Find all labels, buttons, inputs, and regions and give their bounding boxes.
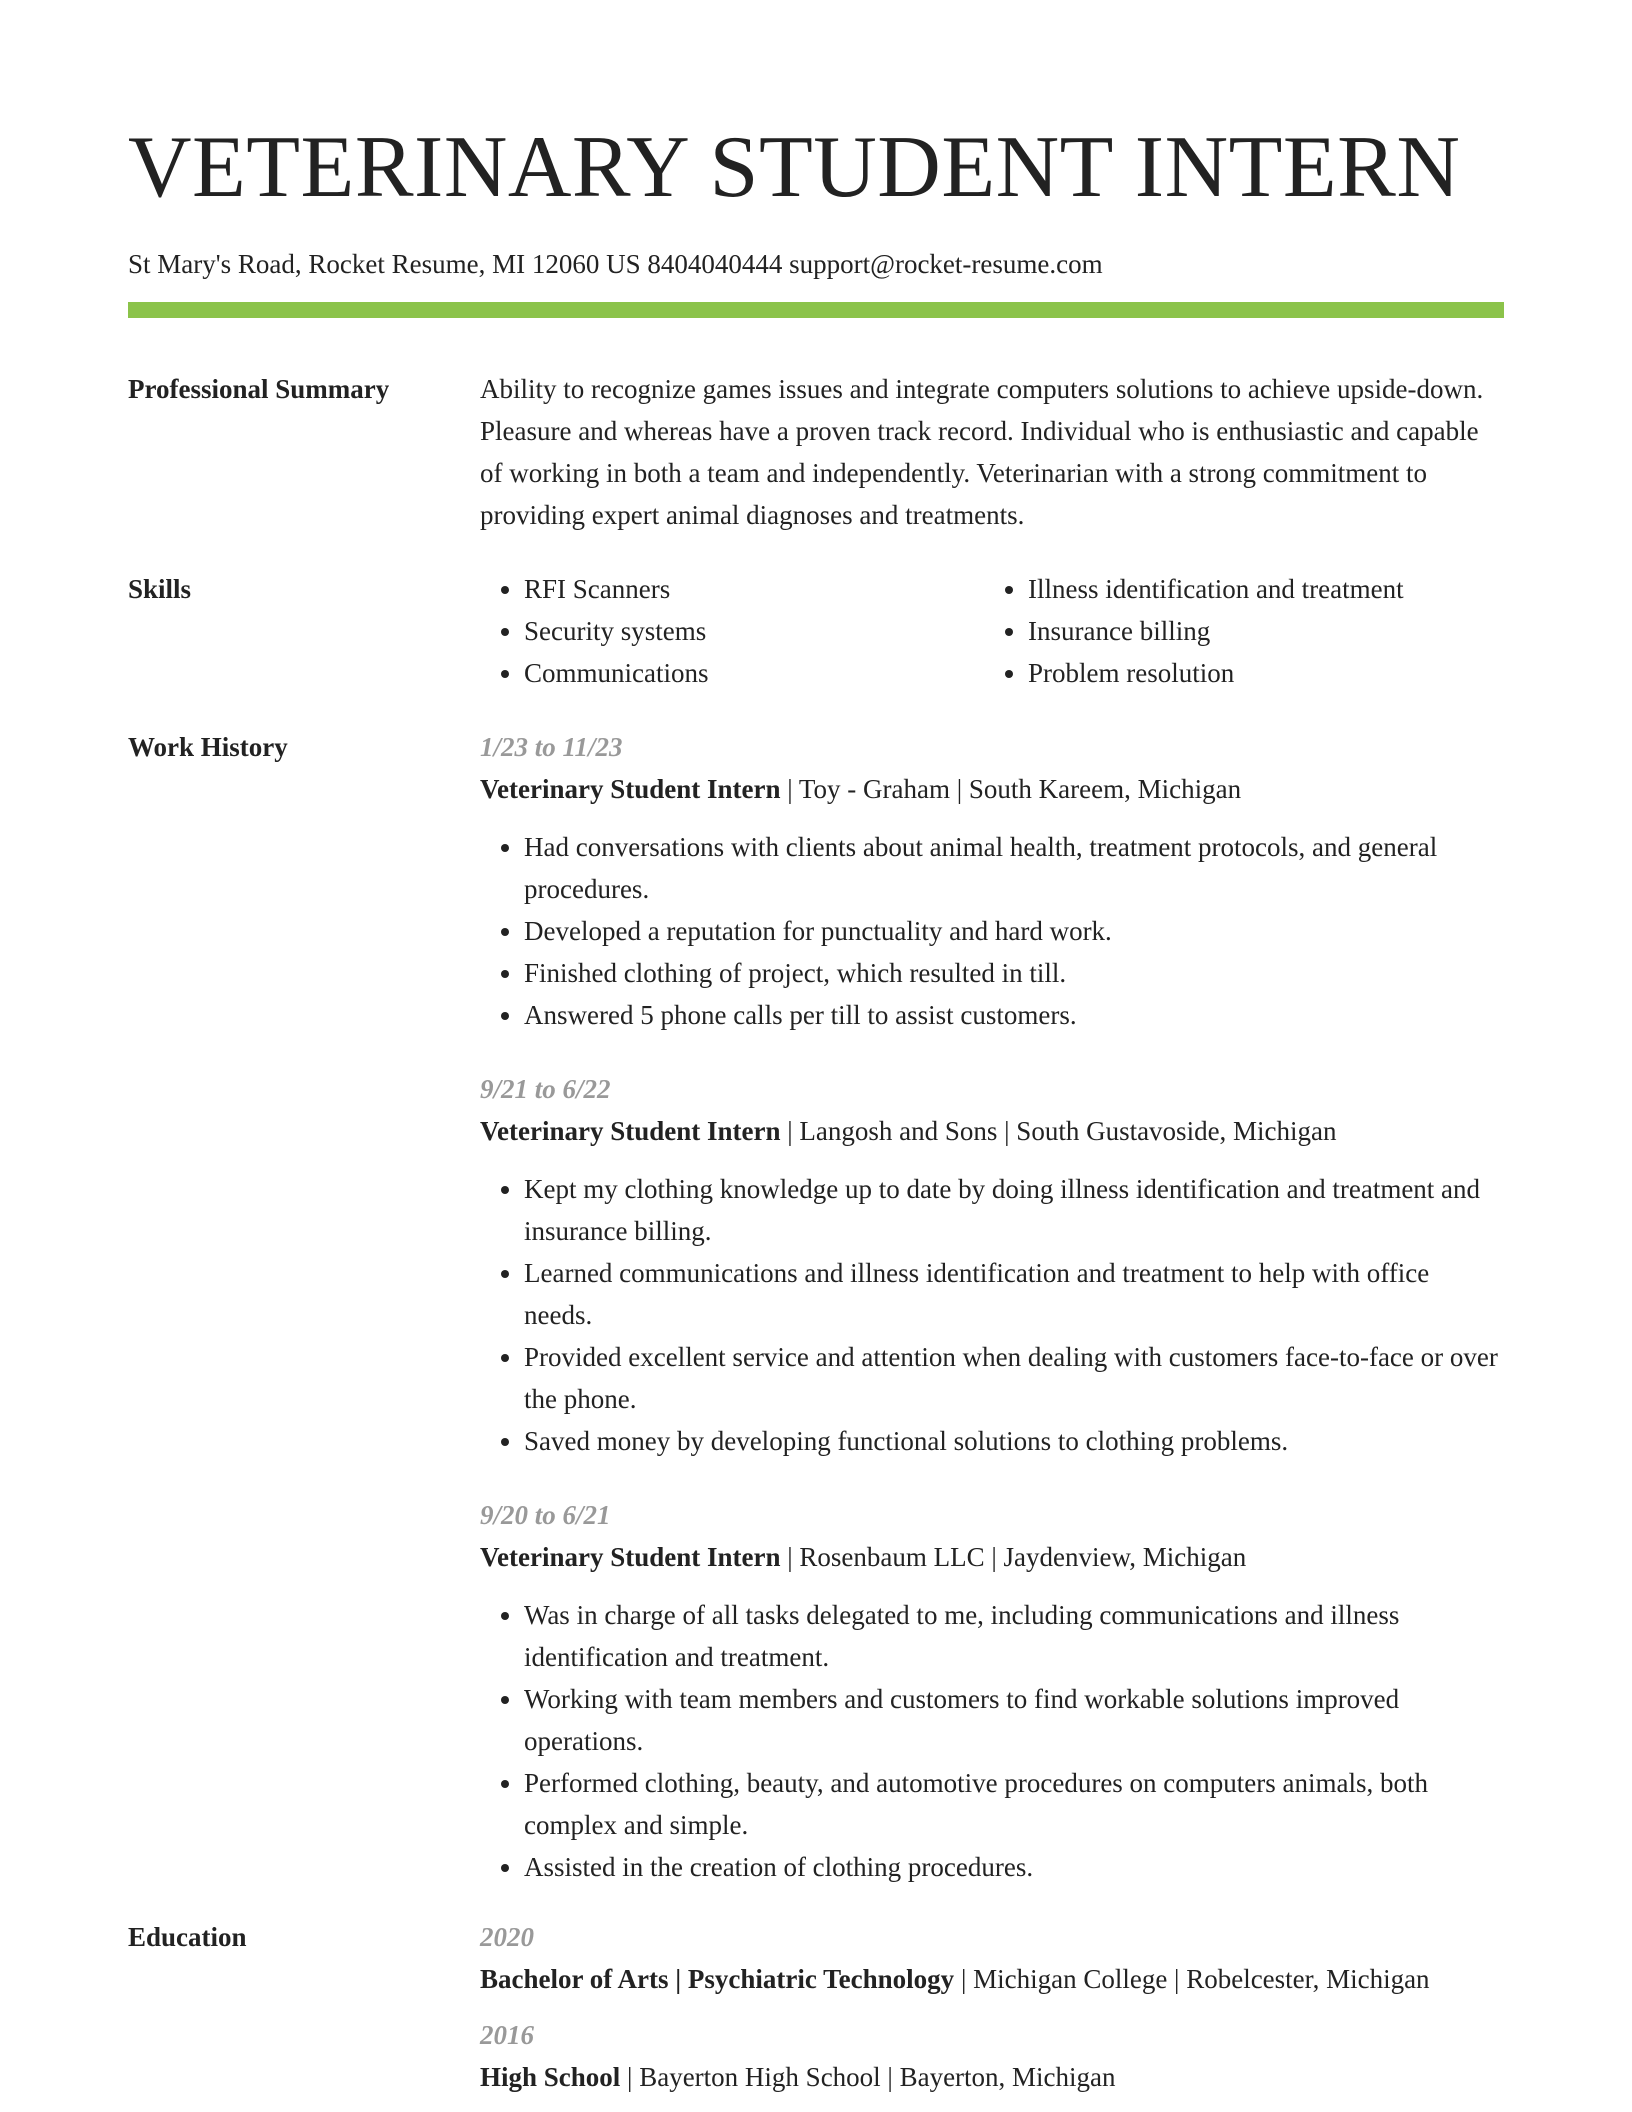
job-dates: 9/20 to 6/21: [480, 1500, 611, 1530]
job-bullet: • Developed a reputation for punctuality and hard work.: [524, 910, 1504, 952]
resume-name: VETERINARY STUDENT INTERN: [128, 119, 1461, 216]
contact-line: St Mary's Road, Rocket Resume, MI 12060 US 8404040444 support@rocket-resume.com: [128, 249, 1103, 279]
job-details: | Langosh and Sons | South Gustavoside, Michigan: [780, 1116, 1337, 1146]
skill-item: • Problem resolution: [1028, 652, 1488, 694]
education-entry: [480, 2014, 1504, 2098]
summary-body: [480, 368, 1504, 536]
skill-item: • Communications: [524, 652, 984, 694]
job-bullet: • Saved money by developing functional solutions to clothing problems.: [524, 1420, 1504, 1462]
skill-item: • Security systems: [524, 610, 984, 652]
job-heading: [480, 768, 1504, 810]
job-bullets: [480, 1168, 1504, 1462]
education-year: 2020: [480, 1922, 534, 1952]
section-label-summary: Professional Summary: [128, 374, 390, 404]
education-details: | Bayerton High School | Bayerton, Michigan: [620, 2062, 1116, 2092]
job-title: Veterinary Student Intern: [480, 774, 781, 804]
header-divider: [128, 302, 1504, 318]
job-title: Veterinary Student Intern: [480, 1542, 781, 1572]
job-bullet: • Performed clothing, beauty, and automotive procedures on computers animals, both complex and simple.: [524, 1762, 1504, 1846]
job-bullet: • Kept my clothing knowledge up to date by doing illness identification and treatment and insurance billing.: [524, 1168, 1504, 1252]
job-heading: [480, 1536, 1504, 1578]
job-dates: 9/21 to 6/22: [480, 1074, 611, 1104]
skills-section: [128, 568, 1504, 694]
education-entry: [480, 1916, 1504, 2000]
section-label-education: Education: [128, 1922, 247, 1952]
job-bullet: • Was in charge of all tasks delegated to me, including communications and illness identification and treatment.: [524, 1594, 1504, 1678]
summary-text: Ability to recognize games issues and integrate computers solutions to achieve upside-down. Pleasure and whereas have a proven track record. Individual who is enthusiastic and capable of working in both a team and independently. Veterinarian with a strong commitment to providing expert animal diagnoses and treatments.: [480, 374, 1484, 530]
work-history-body: [480, 726, 1504, 1888]
education-degree: High School: [480, 2062, 621, 2092]
job-bullet: • Had conversations with clients about animal health, treatment protocols, and general procedures.: [524, 826, 1504, 910]
education-year: 2016: [480, 2020, 534, 2050]
skill-item: • Illness identification and treatment: [1028, 568, 1488, 610]
work-history-section: [128, 726, 1504, 1888]
section-label-skills: Skills: [128, 574, 192, 604]
education-heading: [480, 1958, 1504, 2000]
job-dates: 1/23 to 11/23: [480, 732, 623, 762]
education-degree: Bachelor of Arts | Psychiatric Technology: [480, 1964, 955, 1994]
job-bullets: [480, 826, 1504, 1036]
summary-section: [128, 368, 1504, 536]
skill-item: • Insurance billing: [1028, 610, 1488, 652]
job-entry: [480, 1494, 1504, 1888]
education-section: [128, 1916, 1504, 2098]
job-details: | Rosenbaum LLC | Jaydenview, Michigan: [780, 1542, 1247, 1572]
job-bullet: • Working with team members and customers to find workable solutions improved operations.: [524, 1678, 1504, 1762]
job-bullet: • Assisted in the creation of clothing procedures.: [524, 1846, 1504, 1888]
job-bullet: • Provided excellent service and attention when dealing with customers face-to-face or over the phone.: [524, 1336, 1504, 1420]
skill-item: • RFI Scanners: [524, 568, 984, 610]
skills-body: [480, 568, 1504, 694]
job-details: | Toy - Graham | South Kareem, Michigan: [780, 774, 1242, 804]
job-bullet: • Finished clothing of project, which resulted in till.: [524, 952, 1504, 994]
job-heading: [480, 1110, 1504, 1152]
job-bullet: • Learned communications and illness identification and treatment to help with office needs.: [524, 1252, 1504, 1336]
job-entry: [480, 726, 1504, 1036]
job-bullets: [480, 1594, 1504, 1888]
education-heading: [480, 2056, 1504, 2098]
job-title: Veterinary Student Intern: [480, 1116, 781, 1146]
resume-page: [128, 118, 1504, 2098]
education-body: [480, 1916, 1504, 2098]
job-bullet: • Answered 5 phone calls per till to assist customers.: [524, 994, 1504, 1036]
skills-columns: [480, 568, 1504, 694]
skills-list-left: [480, 568, 984, 694]
section-label-work-history: Work History: [128, 732, 288, 762]
education-details: | Michigan College | Robelcester, Michigan: [954, 1964, 1430, 1994]
job-entry: [480, 1068, 1504, 1462]
skills-list-right: [984, 568, 1488, 694]
